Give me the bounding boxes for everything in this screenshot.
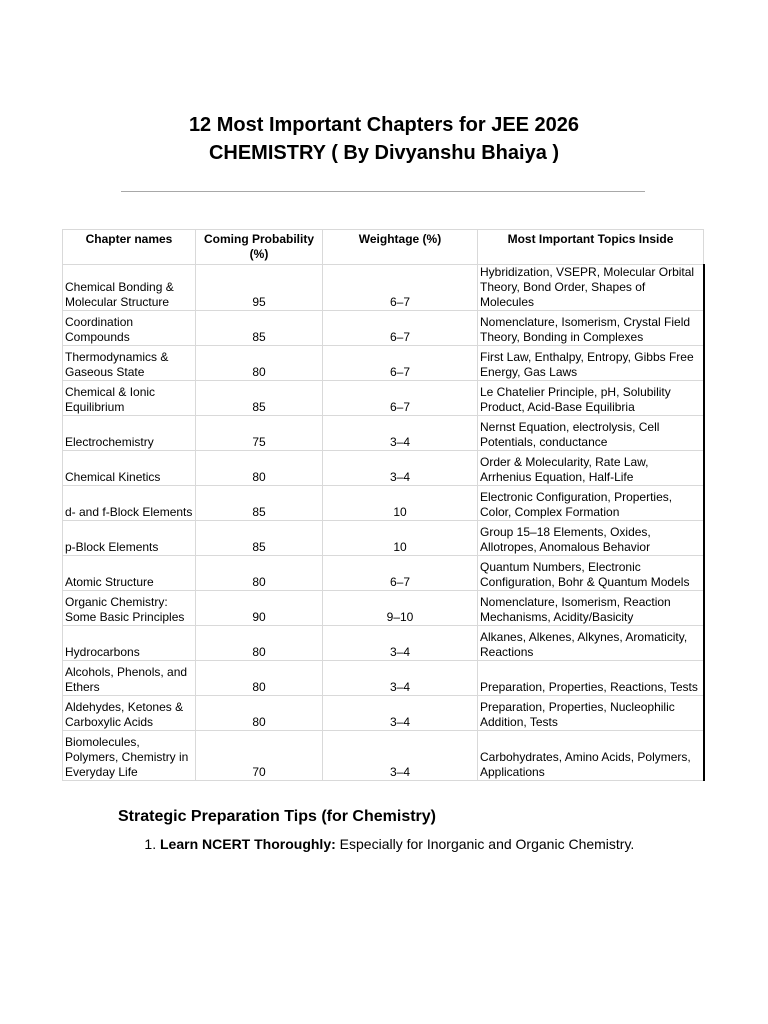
- table-row: [63, 731, 704, 781]
- cell-chapter-name: d- and f-Block Elements: [63, 486, 196, 521]
- cell-chapter-name: Coordination Compounds: [63, 311, 196, 346]
- table-row: [63, 311, 704, 346]
- table-body: [63, 265, 704, 781]
- cell-weightage: 3–4: [323, 451, 478, 486]
- header-coming-probability: Coming Probability (%): [196, 230, 323, 265]
- header-weightage: Weightage (%): [323, 230, 478, 265]
- header-chapter-names: Chapter names: [63, 230, 196, 265]
- cell-topics: Order & Molecularity, Rate Law, Arrhenius Equation, Half-Life: [478, 451, 704, 486]
- cell-chapter-name: Organic Chemistry: Some Basic Principles: [63, 591, 196, 626]
- table-row: [63, 265, 704, 311]
- cell-chapter-name: Alcohols, Phenols, and Ethers: [63, 661, 196, 696]
- cell-chapter-name: Thermodynamics & Gaseous State: [63, 346, 196, 381]
- title-line-2: CHEMISTRY ( By Divyanshu Bhaiya ): [208, 142, 560, 164]
- table-row: [63, 626, 704, 661]
- table-row: [63, 486, 704, 521]
- table-row: [63, 661, 704, 696]
- cell-chapter-name: Biomolecules, Polymers, Chemistry in Everyday Life: [63, 731, 196, 781]
- horizontal-divider: [121, 191, 645, 192]
- cell-topics: Nernst Equation, electrolysis, Cell Potentials, conductance: [478, 416, 704, 451]
- cell-topics: Carbohydrates, Amino Acids, Polymers, Applications: [478, 731, 704, 781]
- table-row: [63, 451, 704, 486]
- cell-probability: 95: [196, 265, 323, 311]
- cell-probability: 80: [196, 346, 323, 381]
- cell-chapter-name: Chemical Kinetics: [63, 451, 196, 486]
- cell-weightage: 9–10: [323, 591, 478, 626]
- header-important-topics: Most Important Topics Inside: [478, 230, 704, 265]
- table-row: [63, 416, 704, 451]
- table-row: [63, 696, 704, 731]
- cell-weightage: 3–4: [323, 661, 478, 696]
- cell-probability: 75: [196, 416, 323, 451]
- cell-chapter-name: Atomic Structure: [63, 556, 196, 591]
- table-header-row: [63, 230, 704, 265]
- cell-weightage: 3–4: [323, 731, 478, 781]
- cell-probability: 85: [196, 381, 323, 416]
- chapters-table: [62, 229, 705, 781]
- cell-weightage: 6–7: [323, 556, 478, 591]
- tip-title: Learn NCERT Thoroughly:: [160, 836, 336, 852]
- cell-weightage: 6–7: [323, 381, 478, 416]
- cell-probability: 90: [196, 591, 323, 626]
- cell-probability: 85: [196, 311, 323, 346]
- cell-topics: Le Chatelier Principle, pH, Solubility Product, Acid-Base Equilibria: [478, 381, 704, 416]
- table-row: [63, 346, 704, 381]
- cell-topics: Group 15–18 Elements, Oxides, Allotropes, Anomalous Behavior: [478, 521, 704, 556]
- cell-chapter-name: Electrochemistry: [63, 416, 196, 451]
- tip-text: Especially for Inorganic and Organic Chemistry.: [335, 836, 635, 852]
- cell-chapter-name: Chemical & Ionic Equilibrium: [63, 381, 196, 416]
- cell-topics: First Law, Enthalpy, Entropy, Gibbs Free Energy, Gas Laws: [478, 346, 704, 381]
- cell-probability: 85: [196, 486, 323, 521]
- cell-probability: 80: [196, 556, 323, 591]
- cell-probability: 85: [196, 521, 323, 556]
- cell-probability: 80: [196, 626, 323, 661]
- cell-weightage: 6–7: [323, 265, 478, 311]
- cell-weightage: 10: [323, 486, 478, 521]
- cell-probability: 80: [196, 451, 323, 486]
- cell-topics: Hybridization, VSEPR, Molecular Orbital Theory, Bond Order, Shapes of Molecules: [478, 265, 704, 311]
- cell-weightage: 3–4: [323, 696, 478, 731]
- cell-chapter-name: Chemical Bonding & Molecular Structure: [63, 265, 196, 311]
- cell-weightage: 6–7: [323, 346, 478, 381]
- cell-topics: Electronic Configuration, Properties, Color, Complex Formation: [478, 486, 704, 521]
- cell-topics: Preparation, Properties, Reactions, Tests: [478, 661, 704, 696]
- cell-topics: Nomenclature, Isomerism, Crystal Field Theory, Bonding in Complexes: [478, 311, 704, 346]
- table-row: [63, 521, 704, 556]
- cell-weightage: 3–4: [323, 416, 478, 451]
- table-row: [63, 556, 704, 591]
- cell-chapter-name: Aldehydes, Ketones & Carboxylic Acids: [63, 696, 196, 731]
- tip-item: [160, 834, 720, 854]
- cell-weightage: 6–7: [323, 311, 478, 346]
- cell-chapter-name: Hydrocarbons: [63, 626, 196, 661]
- cell-chapter-name: p-Block Elements: [63, 521, 196, 556]
- cell-topics: Quantum Numbers, Electronic Configuration, Bohr & Quantum Models: [478, 556, 704, 591]
- cell-topics: Preparation, Properties, Nucleophilic Addition, Tests: [478, 696, 704, 731]
- table-row: [63, 591, 704, 626]
- tips-list: [118, 834, 720, 854]
- document-title: [0, 111, 768, 167]
- tips-heading: Strategic Preparation Tips (for Chemistry): [118, 808, 436, 825]
- cell-probability: 80: [196, 661, 323, 696]
- table-row: [63, 381, 704, 416]
- cell-weightage: 3–4: [323, 626, 478, 661]
- cell-probability: 80: [196, 696, 323, 731]
- cell-probability: 70: [196, 731, 323, 781]
- title-line-1: 12 Most Important Chapters for JEE 2026: [188, 114, 580, 136]
- cell-topics: Nomenclature, Isomerism, Reaction Mechanisms, Acidity/Basicity: [478, 591, 704, 626]
- cell-topics: Alkanes, Alkenes, Alkynes, Aromaticity, Reactions: [478, 626, 704, 661]
- cell-weightage: 10: [323, 521, 478, 556]
